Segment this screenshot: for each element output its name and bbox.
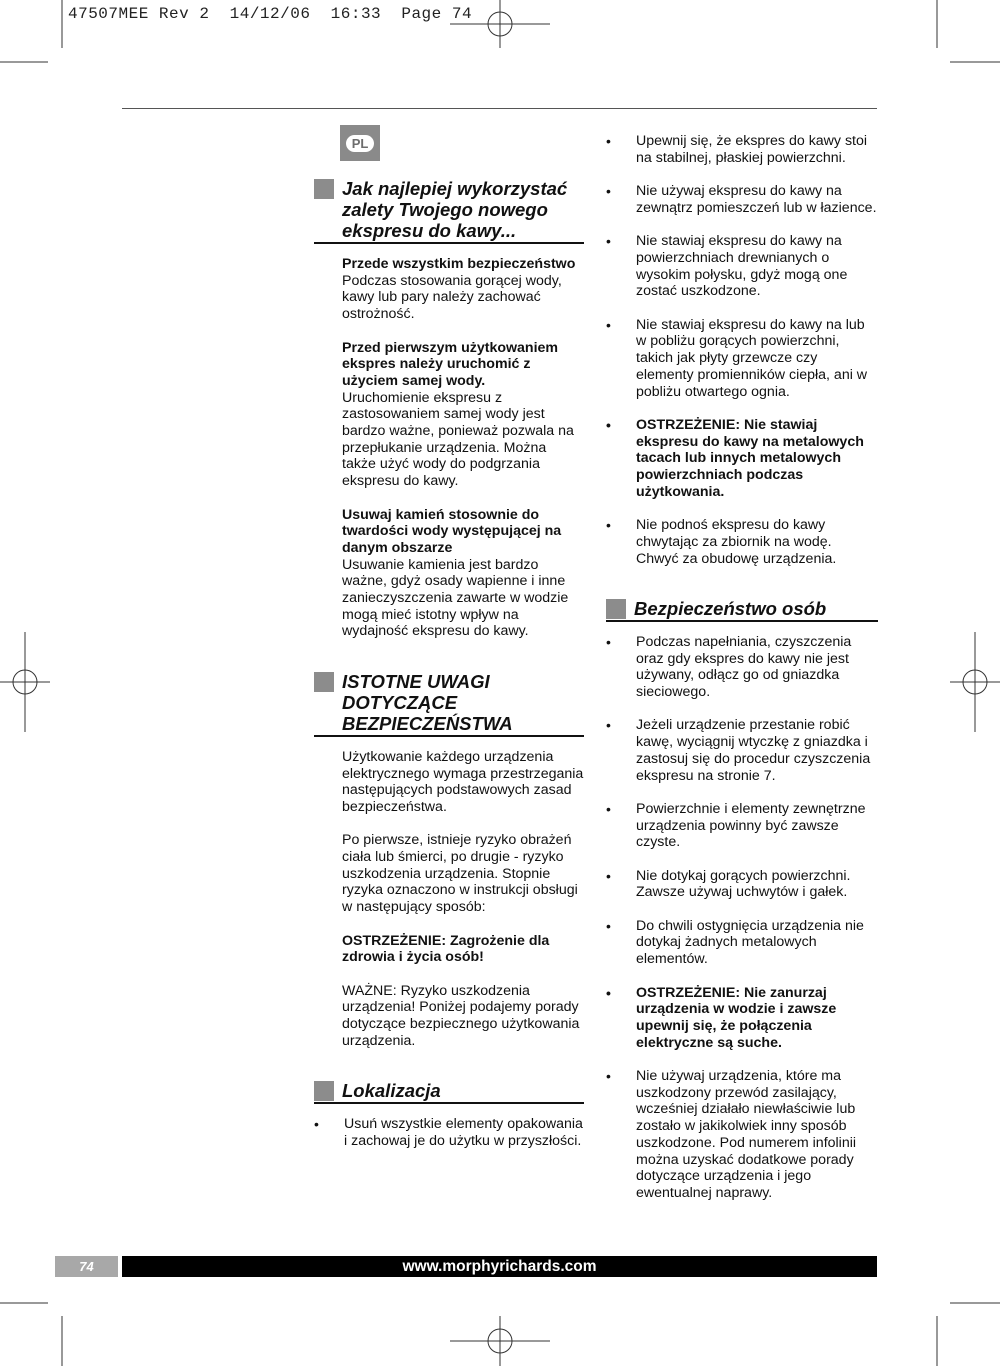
list-item: • Nie stawiaj ekspresu do kawy na powierzchniach drewnianych o wysokim połysku, gdyż mogą one zostać uszkodzone.	[606, 233, 878, 300]
paragraph-lead: Przed pierwszym użytkowaniem ekspres należy uruchomić z użyciem samej wody.	[342, 339, 559, 389]
language-badge	[340, 125, 380, 161]
language-code: PL	[346, 135, 375, 152]
warning-list-item: • OSTRZEŻENIE: Nie stawiaj ekspresu do kawy na metalowych tacach lub innych metalowych powierzchniach podczas użytkowania.	[606, 417, 878, 501]
section-heading-intro	[314, 178, 584, 244]
paragraph-text: Uruchomienie ekspresu z zastosowaniem samej wody jest bardzo ważne, ponieważ pozwala na przepłukanie urządzenia. Można także użyć wody do podgrzania ekspresu do kawy.	[342, 389, 574, 490]
list-item: • Jeżeli urządzenie przestanie robić kawę, wyciągnij wtyczkę z gniazdka i zastosuj się do procedur czyszczenia ekspresu na stronie 7.	[606, 717, 878, 784]
list-item: • Usuń wszystkie elementy opakowania i zachowaj je do użytku w przyszłości.	[314, 1116, 584, 1149]
top-rule	[122, 108, 877, 109]
list-item: • Do chwili ostygnięcia urządzenia nie dotykaj żadnych metalowych elementów.	[606, 918, 878, 968]
warning-paragraph: OSTRZEŻENIE: Zagrożenie dla zdrowia i życia osób!	[342, 932, 550, 966]
paragraph: Użytkowanie każdego urządzenia elektrycznego wymaga przestrzegania następujących podstawowych zasad bezpieczeństwa.	[342, 748, 584, 815]
heading-square-marker	[314, 1081, 334, 1101]
paragraph: WAŻNE: Ryzyko uszkodzenia urządzenia! Poniżej podajemy porady dotyczące bezpiecznego użytkowania urządzenia.	[342, 982, 580, 1049]
right-column	[606, 133, 878, 1218]
section-title: Lokalizacja	[342, 1080, 441, 1102]
footer-bar	[122, 1256, 877, 1277]
website-url: www.morphyrichards.com	[402, 1257, 597, 1275]
list-item: • Podczas napełniania, czyszczenia oraz gdy ekspres do kawy nie jest używany, odłącz go od gniazdka sieciowego.	[606, 634, 878, 701]
paragraph-lead: Przede wszystkim bezpieczeństwo	[342, 256, 576, 272]
page-number-box	[55, 1256, 118, 1277]
paragraph	[342, 256, 584, 323]
warning-list-item: • OSTRZEŻENIE: Nie zanurzaj urządzenia w wodzie i zawsze upewnij się, że połączenia elektryczne są suche.	[606, 985, 878, 1052]
heading-square-marker	[314, 672, 334, 692]
heading-square-marker	[606, 599, 626, 619]
section-heading-location	[314, 1080, 584, 1104]
paragraph-text: Podczas stosowania gorącej wody, kawy lub pary należy zachować ostrożność.	[342, 272, 562, 323]
paragraph-text: Usuwanie kamienia jest bardzo ważne, gdyż osady wapienne i inne zanieczyszczenia zawarte w wodzie mogą mieć istotny wpływ na wydajność ekspresu do kawy.	[342, 556, 569, 640]
section-heading-safety	[314, 671, 584, 737]
section-title: Bezpieczeństwo osób	[634, 597, 827, 619]
paragraph-lead: Usuwaj kamień stosownie do twardości wody występującej na danym obszarze	[342, 506, 562, 556]
list-item: • Nie podnoś ekspresu do kawy chwytając za zbiornik na wodę. Chwyć za obudowę urządzenia.	[606, 517, 878, 567]
paragraph: Po pierwsze, istnieje ryzyko obrażeń ciała lub śmierci, po drugie - ryzyko uszkodzenia urządzenia. Stopnie ryzyka oznaczono w instrukcji obsługi w następujący sposób:	[342, 832, 578, 916]
heading-square-marker	[314, 179, 334, 199]
list-item: • Nie dotykaj gorących powierzchni. Zawsze używaj uchwytów i gałek.	[606, 868, 878, 901]
section-title: Jak najlepiej wykorzystać zalety Twojego nowego ekspresu do kawy...	[342, 178, 568, 241]
left-column	[314, 178, 584, 1166]
paragraph	[342, 340, 584, 490]
list-item: • Upewnij się, że ekspres do kawy stoi na stabilnej, płaskiej powierzchni.	[606, 133, 878, 166]
list-item: • Nie używaj urządzenia, które ma uszkodzony przewód zasilający, wcześniej działało niewłaściwie lub zostało w jakikolwiek inny sposób uszkodzone. Pod numerem infolinii można uzyskać dodatkowe porady dotyczące urządzenia i jego ewentualnej naprawy.	[606, 1068, 878, 1202]
list-item: • Nie stawiaj ekspresu do kawy na lub w pobliżu gorących powierzchni, takich jak płyty grzewcze czy elementy promienników ciepła, ani w pobliżu otwartego ognia.	[606, 317, 878, 401]
section-heading-personal-safety	[606, 598, 878, 622]
section-title: ISTOTNE UWAGI DOTYCZĄCE BEZPIECZEŃSTWA	[342, 670, 513, 734]
list-item: • Nie używaj ekspresu do kawy na zewnątrz pomieszczeń lub w łazience.	[606, 183, 878, 216]
paragraph	[342, 507, 584, 641]
list-item: • Powierzchnie i elementy zewnętrzne urządzenia powinny być zawsze czyste.	[606, 801, 878, 851]
print-slug-header: 47507MEE Rev 2 14/12/06 16:33 Page 74	[68, 5, 473, 23]
page-number: 74	[79, 1259, 94, 1274]
